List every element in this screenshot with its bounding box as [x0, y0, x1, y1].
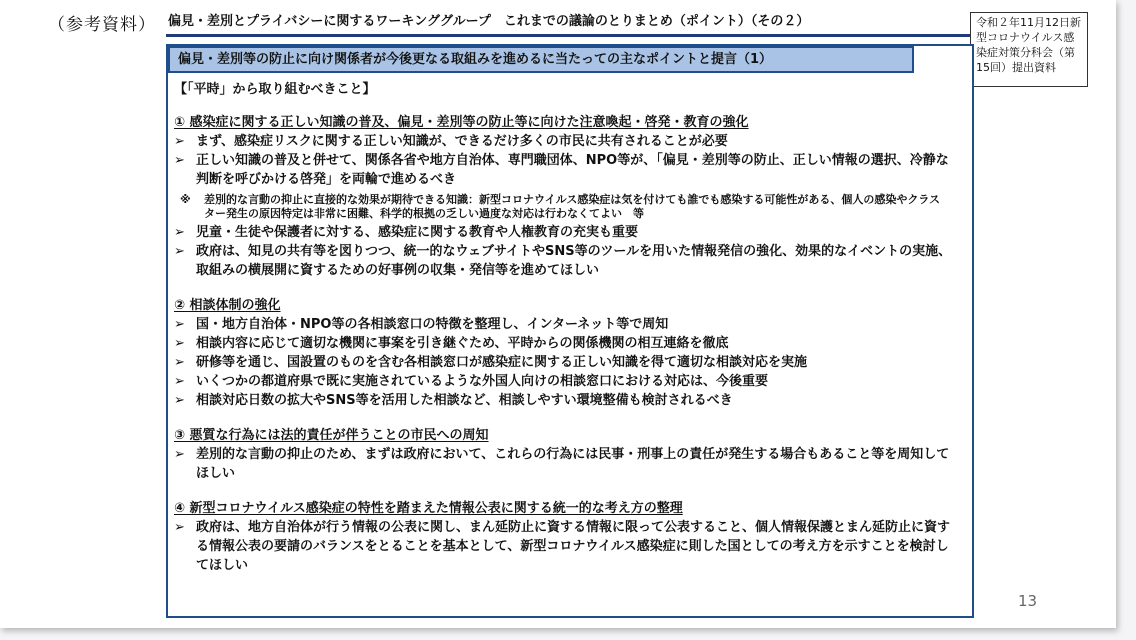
- note-item: [174, 193, 964, 221]
- list-item: [174, 391, 964, 410]
- list-item-text: 差別的な言動の抑止のため、まずは政府において、これらの行為には民事・刑事上の責任が発生する場合もあること等を周知してほしい: [196, 447, 950, 481]
- list-item: [174, 334, 964, 353]
- section-1-title: ① 感染症に関する正しい知識の普及、偏見・差別等の防止等に向けた注意喚起・啓発・教育の強化: [174, 115, 749, 130]
- list-item: [174, 151, 964, 189]
- note-mark: ※: [180, 193, 191, 206]
- list-item: [174, 372, 964, 391]
- bullet-arrow-icon: ➢: [174, 393, 185, 408]
- section-banner: 偏見・差別等の防止に向け関係者が今後更なる取組みを進めるに当たっての主なポイントと提言（1）: [168, 46, 914, 73]
- list-item: [174, 518, 964, 575]
- bullet-arrow-icon: ➢: [174, 317, 185, 332]
- bullet-arrow-icon: ➢: [174, 225, 185, 240]
- list-item-text: 政府は、知見の共有等を図りつつ、統一的なウェブサイトやSNS等のツールを用いた情報発信の強化、効果的なイベントの実施、取組みの横展開に資するための好事例の収集・発信等を進めてほしい: [196, 244, 952, 278]
- header-divider: [166, 34, 972, 37]
- section-3-title: ③ 悪質な行為には法的責任が伴うことの市民への周知: [174, 428, 489, 443]
- list-item-text: 政府は、地方自治体が行う情報の公表に関し、まん延防止に資する情報に限って公表すること、個人情報保護とまん延防止に資する情報公表の要請のバランスをとることを基本として、新型コロナウイルス感染症に則した国としての考え方を示すことを検討してほしい: [196, 520, 951, 573]
- list-item: [174, 445, 964, 483]
- list-item-text: 正しい知識の普及と併せて、関係各省や地方自治体、専門職団体、NPO等が、「偏見・差別等の防止、正しい情報の選択、冷静な判断を呼びかける啓発」を両輪で進めるべき: [196, 153, 949, 187]
- list-item: [174, 223, 964, 242]
- section-2-title: ② 相談体制の強化: [174, 298, 281, 313]
- bullet-arrow-icon: ➢: [174, 374, 185, 389]
- list-item-text: いくつかの都道府県で既に実施されているような外国人向けの相談窓口における対応は、今後重要: [196, 374, 769, 389]
- bullet-arrow-icon: ➢: [174, 244, 185, 259]
- list-item-text: 相談内容に応じて適切な機関に事案を引き継ぐため、平時からの関係機関の相互連絡を徹底: [196, 336, 729, 351]
- heisei-heading: 【「平時」から取り組むべきこと】: [174, 82, 376, 97]
- list-item-text: まず、感染症リスクに関する正しい知識が、できるだけ多くの市民に共有されることが必要: [196, 134, 728, 149]
- bullet-arrow-icon: ➢: [174, 134, 185, 149]
- bullet-arrow-icon: ➢: [174, 447, 185, 462]
- source-note-box: 令和２年11月12日新型コロナウイルス感染症対策分科会（第15回）提出資料: [970, 12, 1088, 87]
- list-item: [174, 132, 964, 151]
- list-item-text: 相談対応日数の拡大やSNS等を活用した相談など、相談しやすい環境整備も検討されるべき: [196, 393, 733, 408]
- list-item: [174, 353, 964, 372]
- list-item: [174, 315, 964, 334]
- list-item-text: 国・地方自治体・NPO等の各相談窓口の特徴を整理し、インターネット等で周知: [196, 317, 669, 332]
- bullet-arrow-icon: ➢: [174, 153, 185, 168]
- bullet-arrow-icon: ➢: [174, 336, 185, 351]
- list-item: [174, 242, 964, 280]
- section-4-title: ④ 新型コロナウイルス感染症の特性を踏まえた情報公表に関する統一的な考え方の整理: [174, 501, 683, 516]
- main-content: [174, 80, 964, 575]
- list-item-text: 研修等を通じ、国設置のものを含む各相談窓口が感染症に関する正しい知識を得て適切な相談対応を実施: [196, 355, 808, 370]
- bullet-arrow-icon: ➢: [174, 520, 185, 535]
- note-text: 差別的な言動の抑止に直接的な効果が期待できる知識：新型コロナウイルス感染症は気を付けても誰でも感染する可能性がある、個人の感染やクラスター発生の原因特定は非常に困難、科学的根拠の乏しい過度な対応は行わなくてよい 等: [204, 193, 941, 220]
- bullet-arrow-icon: ➢: [174, 355, 185, 370]
- header-title: 偏見・差別とプライバシーに関するワーキンググループ これまでの議論のとりまとめ（ポイント）（その２）: [168, 14, 810, 29]
- page-number: 13: [1018, 592, 1038, 610]
- reference-label: （参考資料）: [48, 15, 156, 35]
- list-item-text: 児童・生徒や保護者に対する、感染症に関する教育や人権教育の充実も重要: [196, 225, 639, 240]
